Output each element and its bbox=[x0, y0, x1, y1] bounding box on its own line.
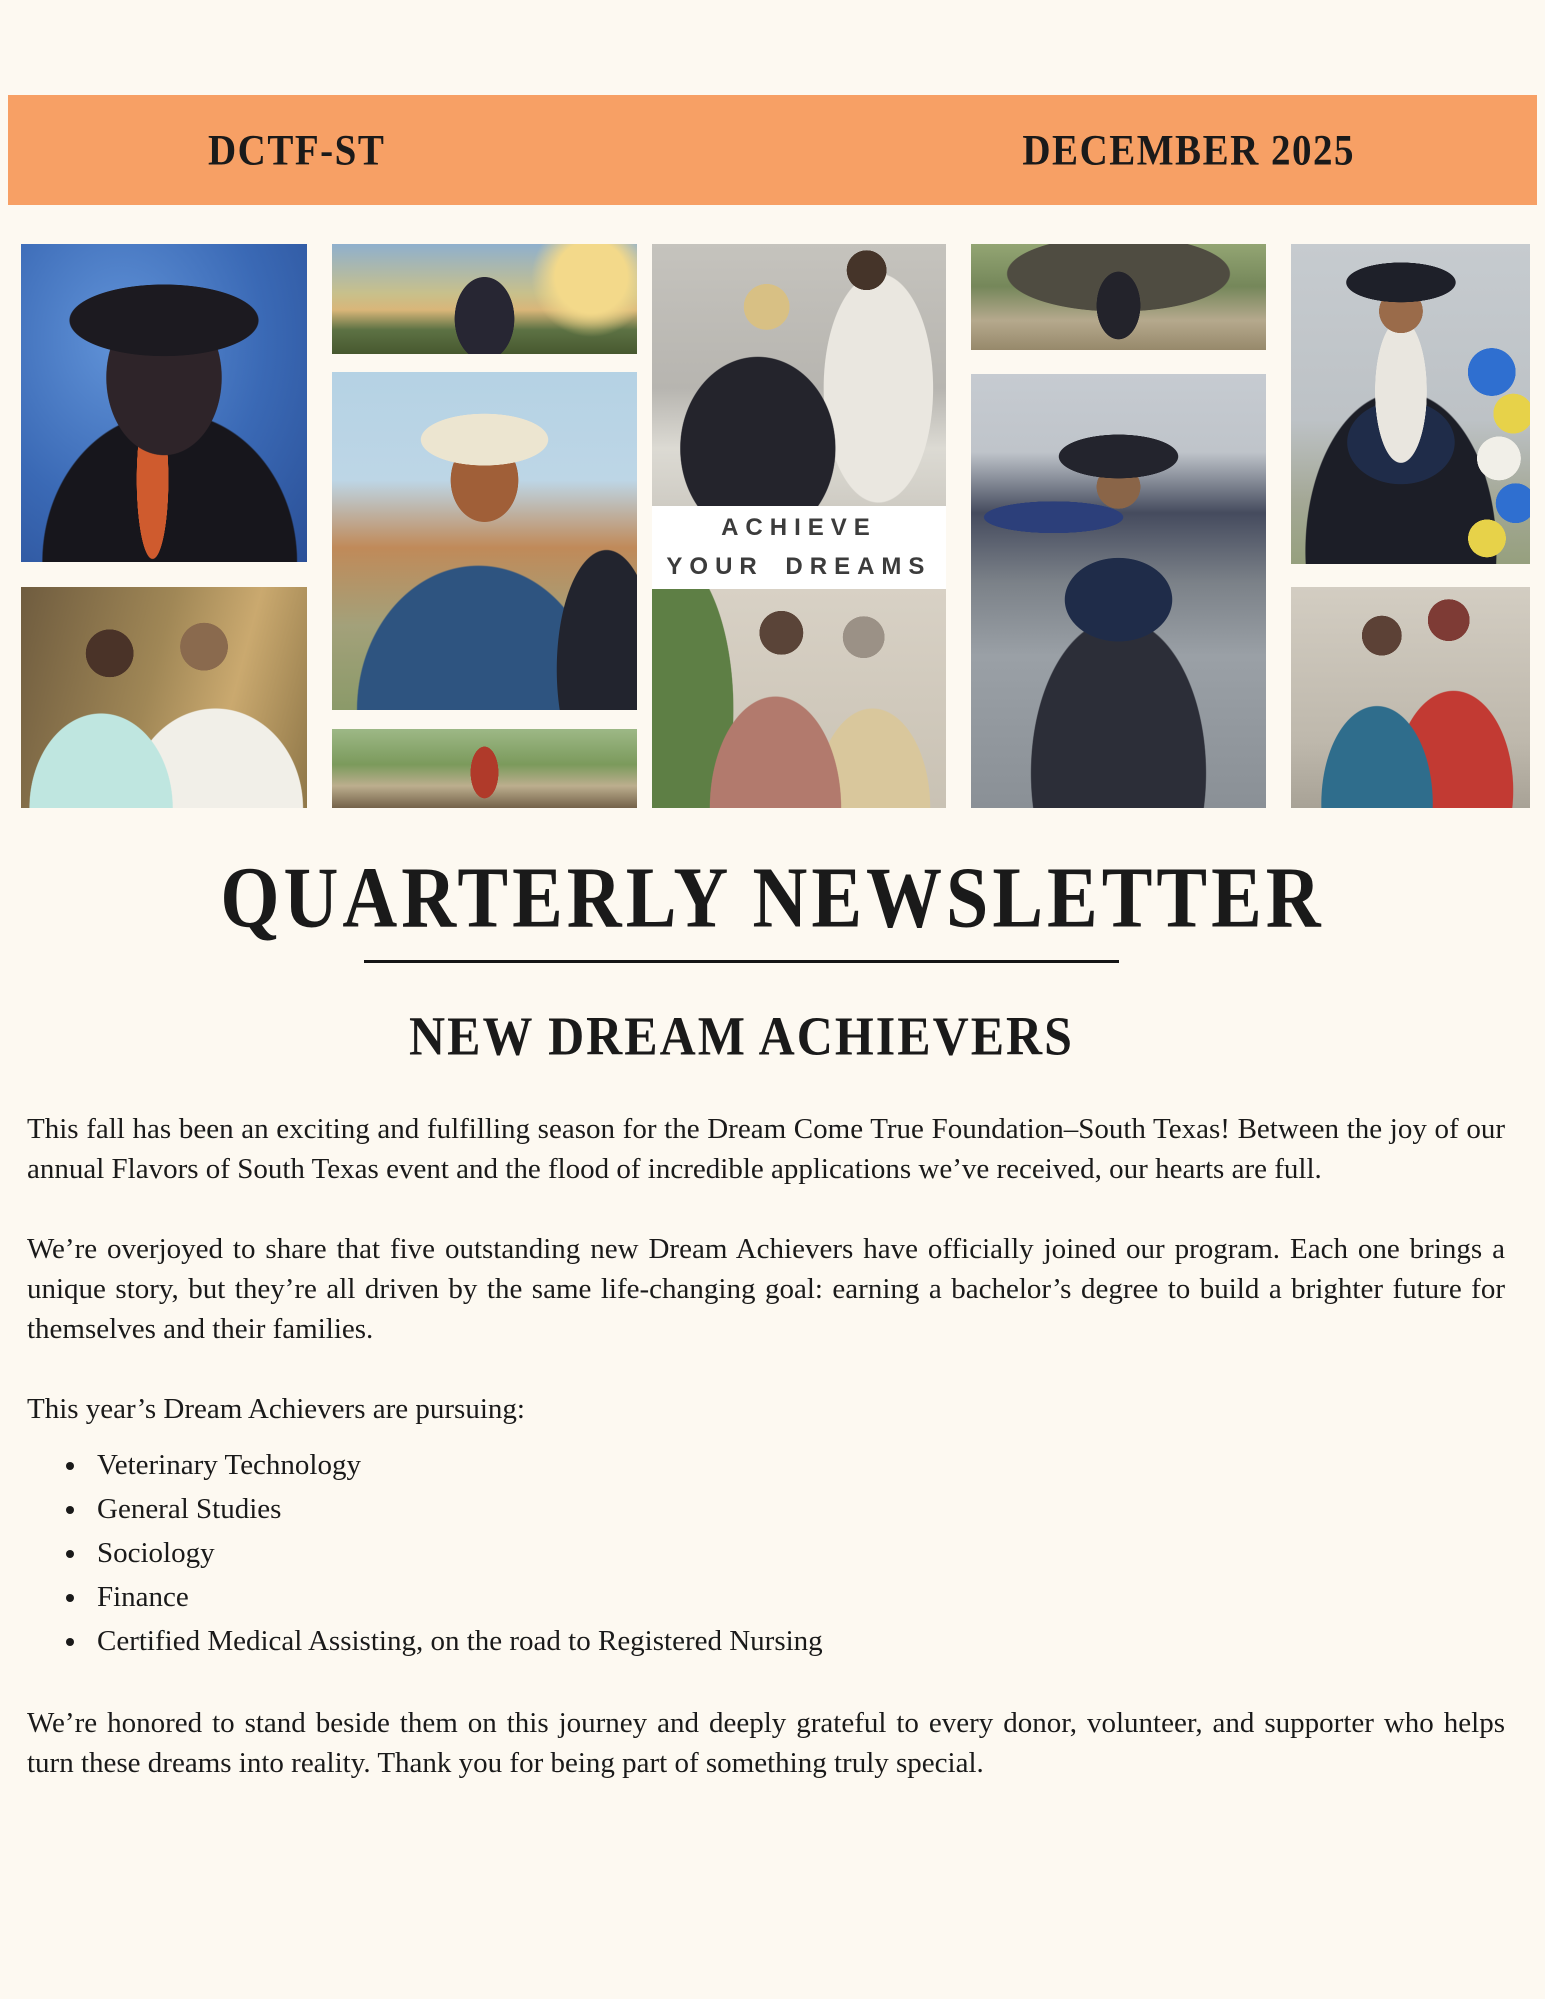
photo-sunset-grad bbox=[332, 244, 636, 354]
collage-column-4 bbox=[971, 244, 1265, 808]
photo-cowboy-grad bbox=[332, 372, 636, 710]
masthead-date: DECEMBER 2025 bbox=[1022, 125, 1355, 175]
program-item: • General Studies bbox=[89, 1487, 1505, 1531]
photo-two-women-plant bbox=[652, 589, 946, 808]
collage-column-2 bbox=[332, 244, 636, 808]
photo-ceremony-grad bbox=[971, 374, 1265, 808]
title-divider bbox=[364, 960, 1119, 963]
photo-two-men bbox=[21, 587, 307, 808]
photo-computer-pair bbox=[652, 244, 946, 506]
masthead-org: DCTF-ST bbox=[208, 125, 386, 175]
program-item: • Veterinary Technology bbox=[89, 1443, 1505, 1487]
photo-grad-blue-portrait bbox=[21, 244, 307, 562]
page-title: QUARTERLY NEWSLETTER bbox=[220, 850, 1325, 946]
collage-caption-card bbox=[652, 506, 946, 589]
article-paragraph-2: We’re overjoyed to share that five outstanding new Dream Achievers have officially joined our program. Each one brings a unique story, but they’re all driven by the same life-changing goal: earning a bachelor’s degree to build a brighter future for themselves and their families. bbox=[27, 1233, 1505, 1345]
programs-list-intro: This year’s Dream Achievers are pursuing: bbox=[27, 1393, 525, 1425]
program-item: • Certified Medical Assisting, on the road to Registered Nursing bbox=[89, 1619, 1505, 1663]
section-heading: NEW DREAM ACHIEVERS bbox=[409, 1005, 1074, 1067]
programs-list bbox=[27, 1443, 1505, 1663]
article-body bbox=[27, 1109, 1505, 1783]
photo-statue-grad bbox=[971, 244, 1265, 350]
program-item: • Sociology bbox=[89, 1531, 1505, 1575]
masthead-banner bbox=[8, 95, 1537, 205]
program-item: • Finance bbox=[89, 1575, 1505, 1619]
collage-column-1 bbox=[21, 244, 307, 808]
article-paragraph-1: This fall has been an exciting and fulfilling season for the Dream Come True Foundation–South Texas! Between the joy of our annual Flavors of South Texas event and the flood of incredible applications we’ve received, our hearts are full. bbox=[27, 1113, 1505, 1185]
collage-column-3 bbox=[652, 244, 946, 808]
collage-caption: ACHIEVE YOUR DREAMS bbox=[666, 514, 932, 580]
article-paragraph-3: We’re honored to stand beside them on this journey and deeply grateful to every donor, volunteer, and supporter who helps turn these dreams into reality. Thank you for being part of something truly special. bbox=[27, 1707, 1505, 1779]
photo-fountain-person bbox=[332, 729, 636, 808]
collage-column-5 bbox=[1291, 244, 1531, 808]
photo-collage bbox=[21, 244, 1530, 808]
photo-two-women-red bbox=[1291, 587, 1531, 808]
photo-balloons-grad bbox=[1291, 244, 1531, 564]
